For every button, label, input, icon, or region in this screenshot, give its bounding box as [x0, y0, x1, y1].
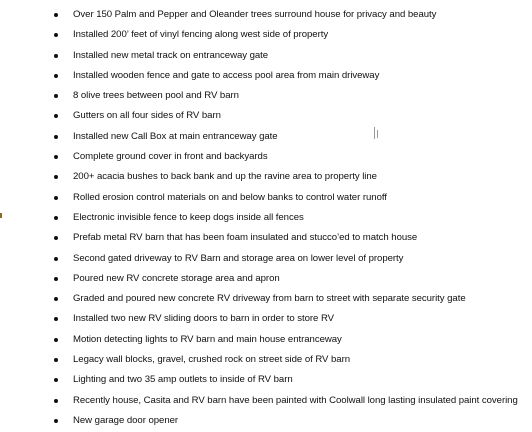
list-item: [0, 249, 532, 269]
list-item-text: Installed new metal track on entranceway gate: [73, 49, 269, 61]
list-item: [0, 25, 532, 45]
bullet-icon: [54, 317, 58, 321]
bullet-icon: [54, 54, 58, 58]
list-item-text: Poured new RV concrete storage area and apron: [73, 272, 280, 284]
bullet-icon: [54, 74, 58, 78]
list-item-text: Over 150 Palm and Pepper and Oleander trees surround house for privacy and beauty: [73, 9, 437, 20]
list-item: [0, 147, 532, 167]
list-item: [0, 411, 532, 431]
bullet-icon: [54, 33, 58, 37]
list-item-text: 8 olive trees between pool and RV barn: [73, 90, 239, 102]
list-item-text: Electronic invisible fence to keep dogs inside all fences: [73, 211, 304, 223]
bullet-icon: [54, 419, 58, 423]
list-item-text: Installed 200’ feet of vinyl fencing along west side of property: [73, 29, 329, 41]
list-item-text: Recently house, Casita and RV barn have been painted with Coolwall long lasting insulated paint covering: [73, 394, 518, 406]
list-item: [0, 86, 532, 106]
bullet-icon: [54, 13, 58, 17]
list-item: [0, 350, 532, 370]
list-item-text: Motion detecting lights to RV barn and main house entranceway: [73, 333, 342, 345]
list-item-text: Rolled erosion control materials on and below banks to control water runoff: [73, 191, 387, 203]
bullet-icon: [54, 175, 58, 179]
bullet-icon: [54, 135, 58, 139]
list-item: [0, 370, 532, 390]
bullet-icon: [54, 216, 58, 220]
bullet-icon: [54, 257, 58, 261]
list-item-text: Installed new Call Box at main entranceway gate: [73, 130, 278, 142]
list-item: [0, 208, 532, 228]
list-item: [0, 127, 532, 147]
list-item-text: Installed two new RV sliding doors to barn in order to store RV: [73, 313, 334, 325]
list-item: [0, 309, 532, 329]
bullet-icon: [54, 297, 58, 301]
list-item-text: Legacy wall blocks, gravel, crushed rock on street side of RV barn: [73, 354, 351, 366]
list-item-text: 200+ acacia bushes to back bank and up the ravine area to property line: [73, 171, 377, 183]
list-item-text: Prefab metal RV barn that has been foam insulated and stucco’ed to match house: [73, 232, 418, 244]
list-item-text: Graded and poured new concrete RV driveway from barn to street with separate security gate: [73, 293, 466, 305]
list-item: [0, 46, 532, 66]
bullet-icon: [54, 196, 58, 200]
list-item-text: Complete ground cover in front and backyards: [73, 151, 268, 163]
list-item: [0, 188, 532, 208]
bullet-icon: [54, 399, 58, 403]
list-item-text: Installed wooden fence and gate to access pool area from main driveway: [73, 69, 380, 81]
list-item: [0, 5, 532, 25]
bullet-icon: [54, 277, 58, 281]
bullet-icon: [54, 378, 58, 382]
list-item-text: Gutters on all four sides of RV barn: [73, 110, 221, 122]
bullet-icon: [54, 236, 58, 240]
list-item-text: New garage door opener: [73, 414, 179, 426]
feature-list: [0, 5, 532, 431]
bullet-icon: [54, 94, 58, 98]
scan-artifact: [374, 127, 378, 139]
list-item: [0, 330, 532, 350]
list-item-text: Second gated driveway to RV Barn and storage area on lower level of property: [73, 252, 404, 264]
bullet-icon: [54, 155, 58, 159]
list-item: [0, 269, 532, 289]
list-item: [0, 66, 532, 86]
list-item: [0, 228, 532, 248]
list-item: [0, 167, 532, 187]
list-item: [0, 391, 532, 411]
bullet-icon: [54, 114, 58, 118]
list-item: [0, 106, 532, 126]
bullet-icon: [54, 358, 58, 362]
list-item: [0, 289, 532, 309]
list-item-text: Lighting and two 35 amp outlets to inside of RV barn: [73, 374, 293, 386]
edge-artifact: [0, 213, 2, 218]
bullet-icon: [54, 338, 58, 342]
